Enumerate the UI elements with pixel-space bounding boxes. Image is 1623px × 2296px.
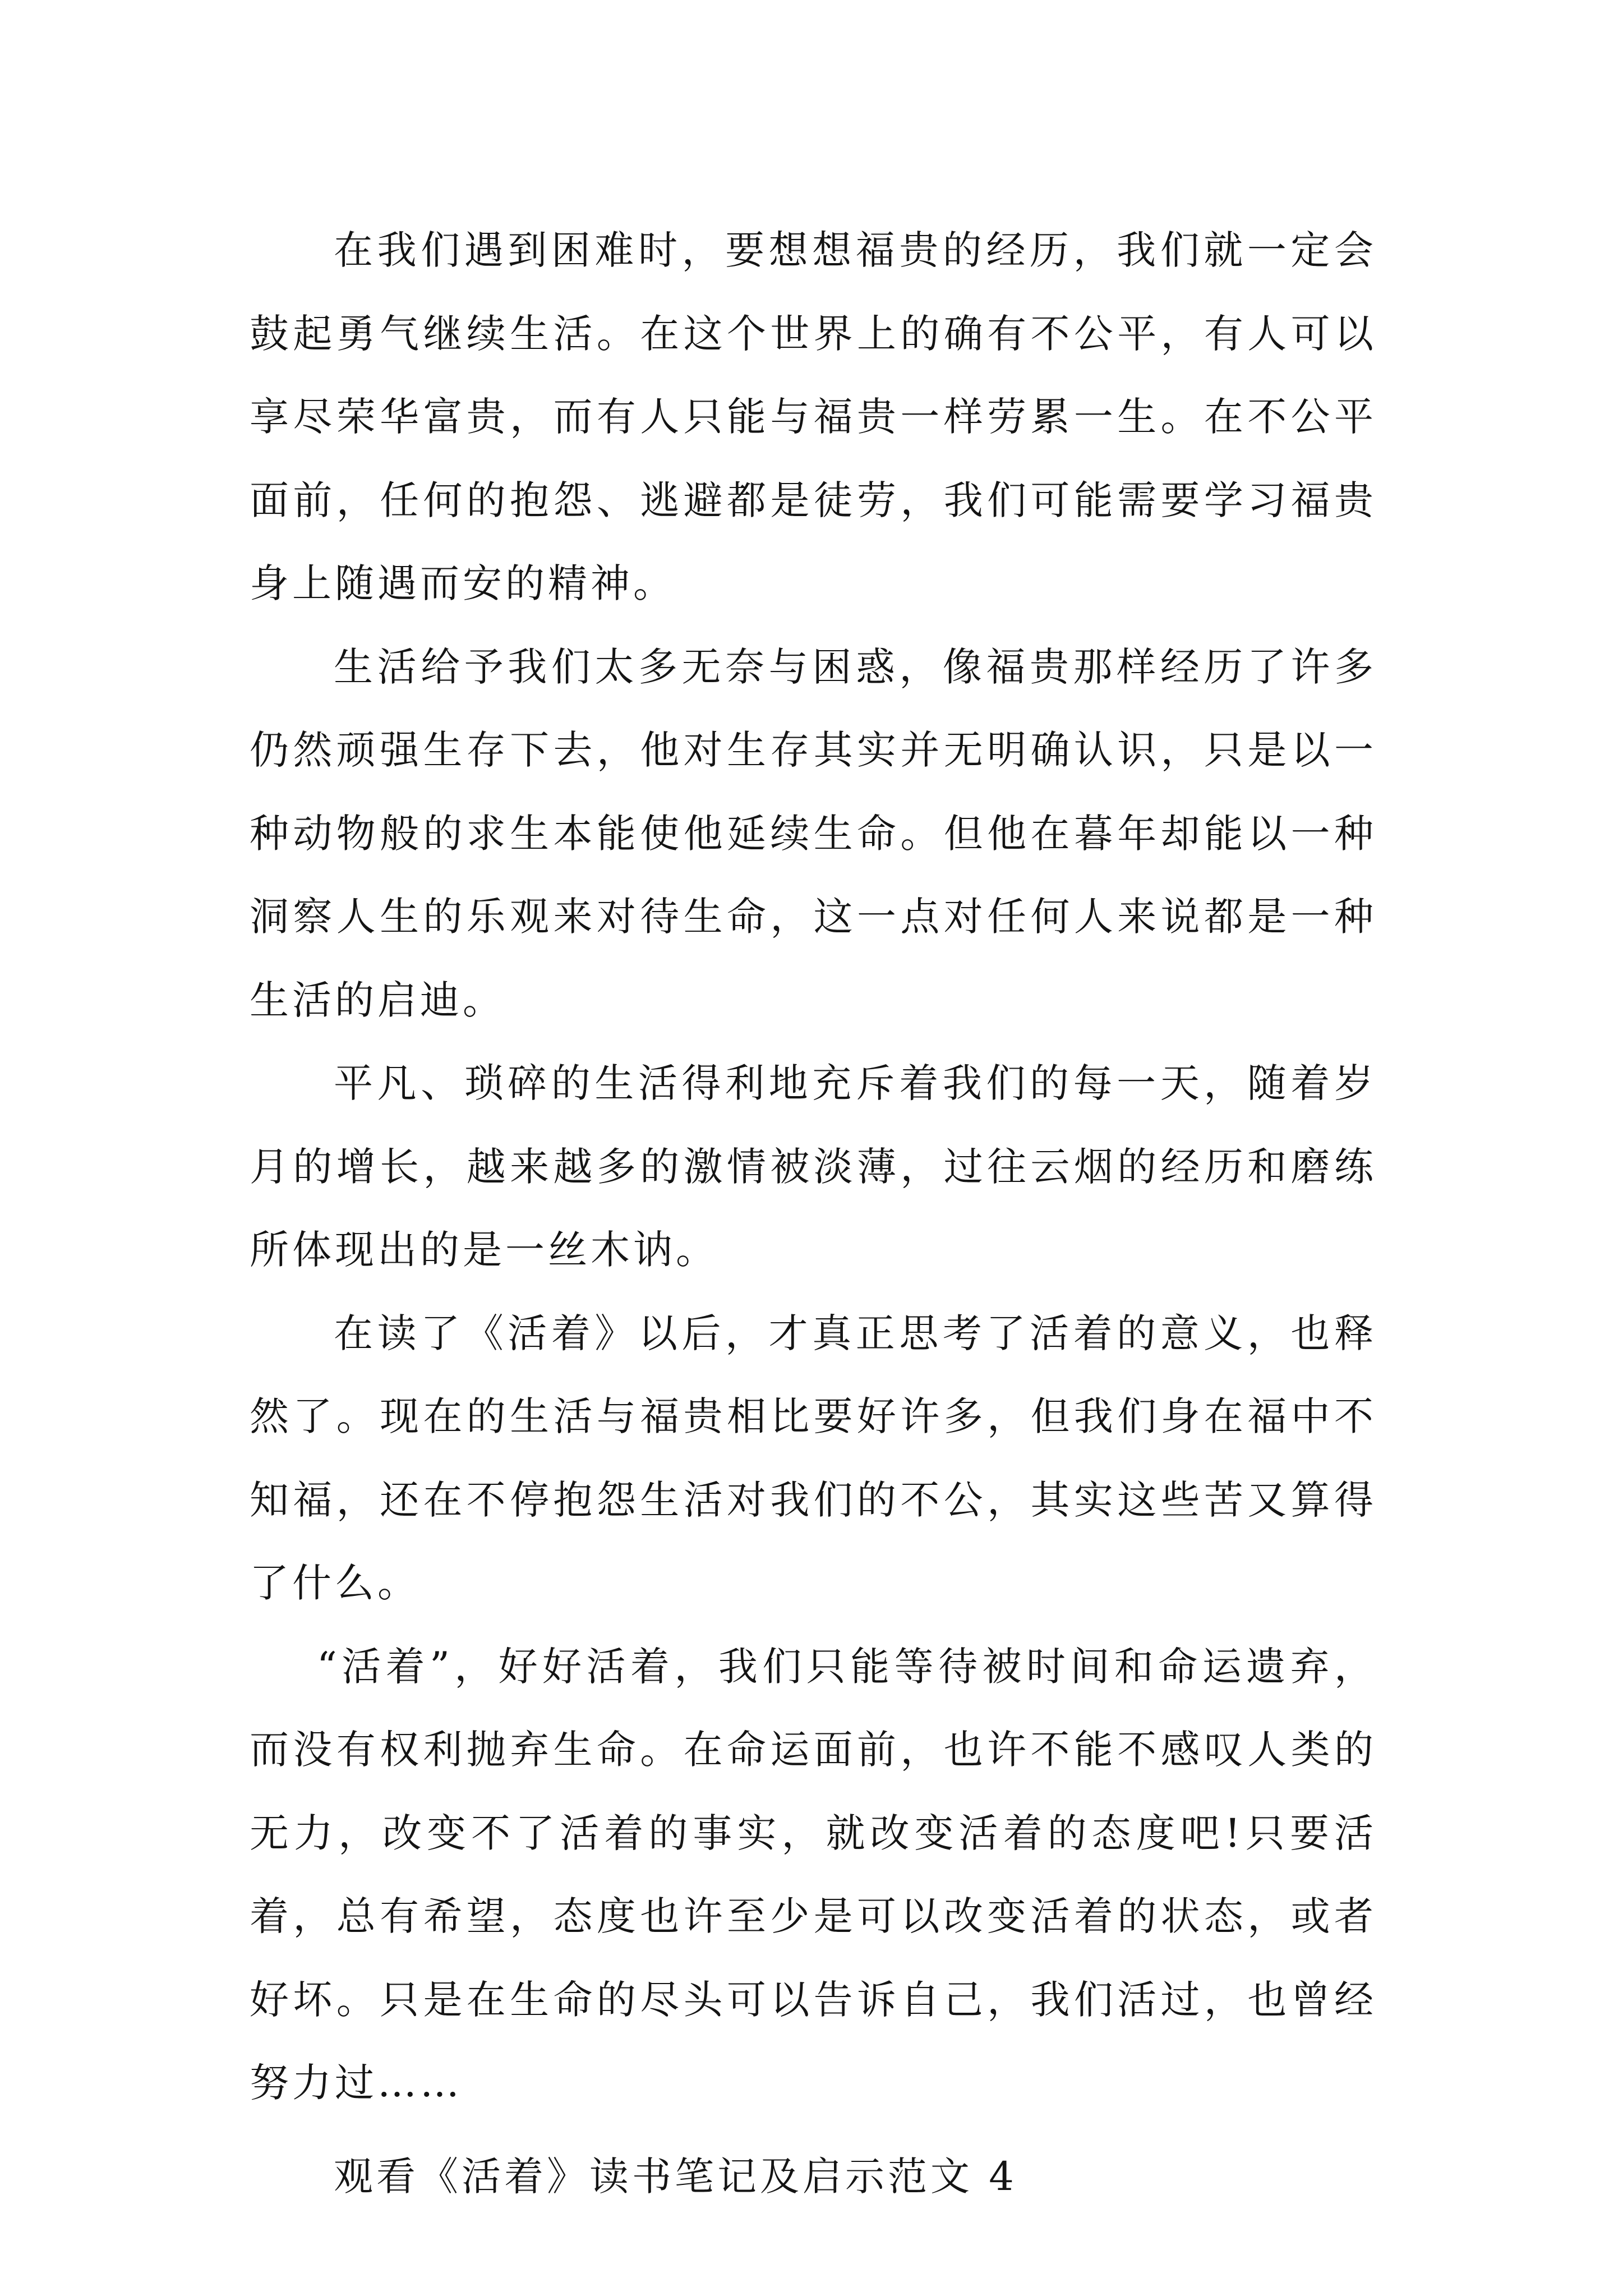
section-heading: 观看《活着》读书笔记及启示范文 4 bbox=[334, 2153, 1017, 2200]
paragraph-5: “活着”，好好活着，我们只能等待被时间和命运遗弃，而没有权利抛弃生命。在命运面前，也许不能不感叹人类的无力，改变不了活着的事实，就改变活着的态度吧!只要活着，总有希望，态度也许至少是可以改变活着的状态，或者好坏。只是在生命的尽头可以告诉自己，我们活过，也曾经努力过…… bbox=[250, 1643, 1377, 2106]
paragraph-1: 在我们遇到困难时，要想想福贵的经历，我们就一定会鼓起勇气继续生活。在这个世界上的确有不公平，有人可以享尽荣华富贵，而有人只能与福贵一样劳累一生。在不公平面前，任何的抱怨、逃避都是徒劳，我们可能需要学习福贵身上随遇而安的精神。 bbox=[250, 227, 1377, 606]
document-body bbox=[250, 209, 1377, 2218]
paragraph-2: 生活给予我们太多无奈与困惑，像福贵那样经历了许多仍然顽强生存下去，他对生存其实并无明确认识，只是以一种动物般的求生本能使他延续生命。但他在暮年却能以一种洞察人生的乐观来对待生命，这一点对任何人来说都是一种生活的启迪。 bbox=[250, 643, 1377, 1023]
paragraph-3: 平凡、琐碎的生活得利地充斥着我们的每一天，随着岁月的增长，越来越多的激情被淡薄，过往云烟的经历和磨练所体现出的是一丝木讷。 bbox=[250, 1060, 1377, 1273]
paragraph-4: 在读了《活着》以后，才真正思考了活着的意义，也释然了。现在的生活与福贵相比要好许多，但我们身在福中不知福，还在不停抱怨生活对我们的不公，其实这些苦又算得了什么。 bbox=[250, 1310, 1377, 1606]
